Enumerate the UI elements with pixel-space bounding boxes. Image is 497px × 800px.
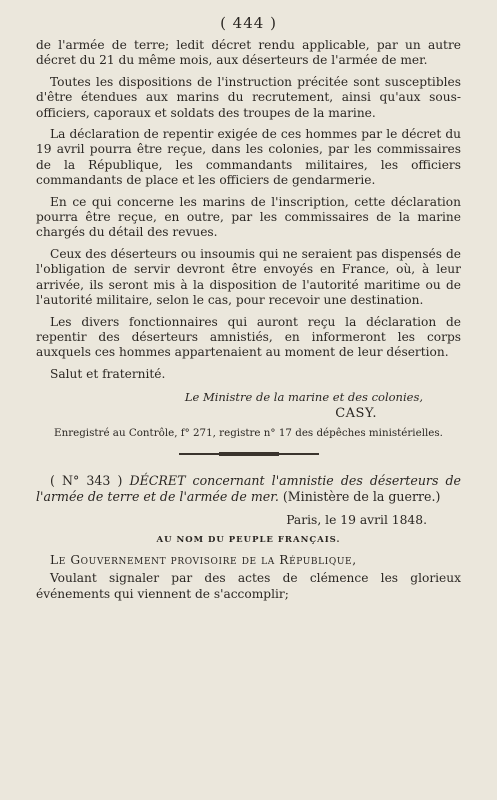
decree-heading <box>36 473 461 505</box>
registration-note: Enregistré au Contrôle, f° 271, registre n° 17 des dépêches ministérielles. <box>54 427 443 440</box>
paragraph: Les divers fonctionnaires qui auront reçu la déclaration de repentir des déserteurs amnistiés, en informeront les corps auxquels ces hommes appartenaient au moment de leur désertion. <box>36 314 461 360</box>
paragraph: En ce qui concerne les marins de l'inscription, cette déclaration pourra être reçue, en outre, par les commissaires de la marine chargés du détail des revues. <box>36 194 461 240</box>
decree-ministry: (Ministère de la guerre.) <box>282 489 441 505</box>
government-line: Le Gouvernement provisoire de la République, <box>50 553 357 568</box>
section-divider <box>179 453 319 455</box>
decree-preamble: Voulant signaler par des actes de clémence les glorieux événements qui viennent de s'accomplir; <box>36 571 461 601</box>
closing-salutation: Salut et fraternité. <box>50 366 166 381</box>
decree-date: Paris, le 19 avril 1848. <box>286 513 427 528</box>
decree-number: ( N° 343 ) <box>50 473 123 489</box>
signature-name: CASY. <box>335 406 377 422</box>
page-number: ( 444 ) <box>220 14 277 32</box>
signature-role: Le Ministre de la marine et des colonies, <box>184 390 423 405</box>
paragraph: Toutes les dispositions de l'instruction précitée sont susceptibles d'être étendues aux marins du recrutement, ainsi qu'aux sous-officiers, caporaux et soldats des troupes de la marine. <box>36 74 461 120</box>
paragraph: de l'armée de terre; ledit décret rendu applicable, par un autre décret du 21 du même mois, aux déserteurs de l'armée de mer. <box>36 38 461 68</box>
au-nom-heading: AU NOM DU PEUPLE FRANÇAIS. <box>156 535 341 546</box>
paragraph: La déclaration de repentir exigée de ces hommes par le décret du 19 avril pourra être reçue, dans les colonies, par les commissaires de la République, les commandants militaires, les officiers commandants de place et les officiers de gendarmerie. <box>36 127 461 188</box>
decree-title: DÉCRET concernant l'amnistie des déserteurs de l'armée de terre et de l'armée de mer. <box>36 473 461 505</box>
paragraph: Ceux des déserteurs ou insoumis qui ne seraient pas dispensés de l'obligation de servir devront être envoyés en France, où, à leur arrivée, ils seront mis à la disposition de l'autorité maritime ou de l'autorité militaire, selon le cas, pour recevoir une destination. <box>36 246 461 308</box>
